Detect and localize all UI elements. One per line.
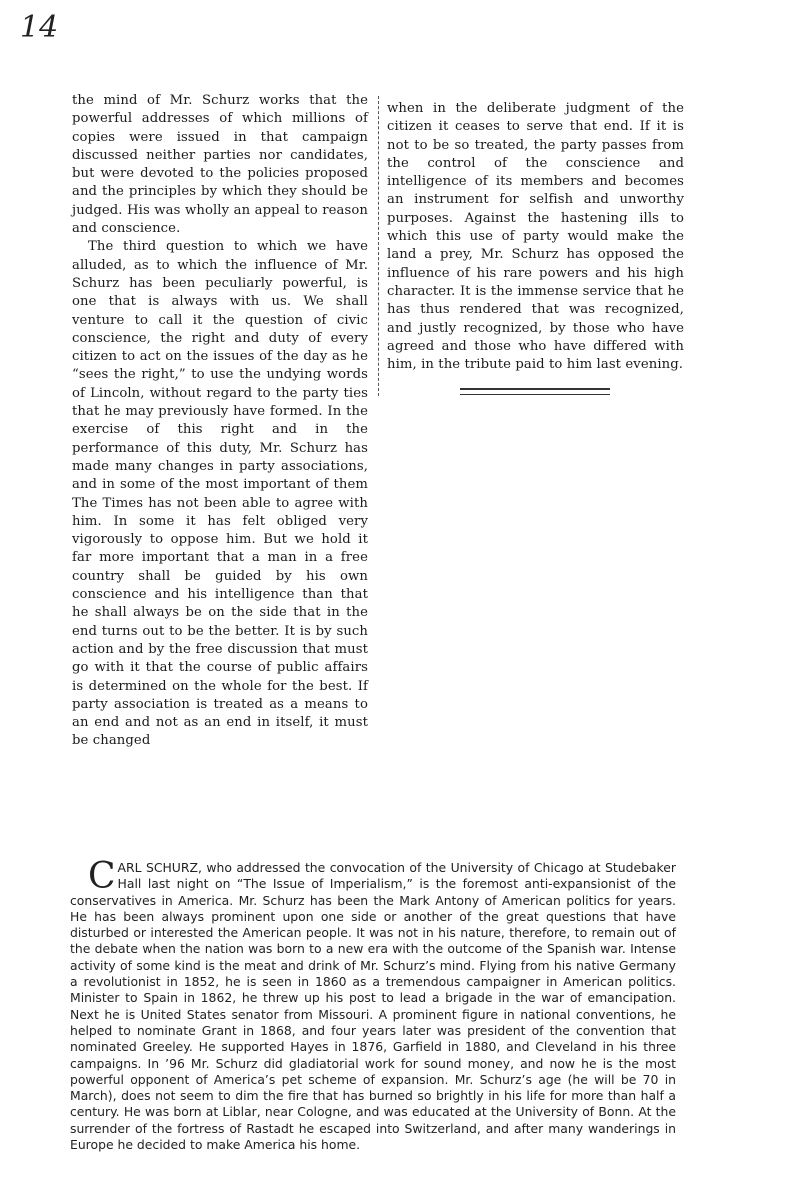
article-end-rule xyxy=(460,388,610,395)
clipping-body: , who addressed the convocation of the University of Chicago at Studebaker Hall last night on “The Issue of Imperialism,” is the foremost anti-expansionist of the conservatives in America. Mr. Schurz has been the Mark Antony of American politics for years. He has been always prominent upon one side or another of the great questions that have disturbed or interested the American people. It was not in his nature, therefore, to remain out of the debate when the nation was born to a new era with the outcome of the Spanish war. Intense activity of some kind is the meat and drink of Mr. Schurz’s mind. Flying from his native Germany a revolutionist in 1852, he is seen in 1860 as a tremendous campaigner in American politics. Minister to Spain in 1862, he threw up his post to lead a brigade in the war of emancipation. Next he is United States senator from Missouri. A prominent figure in national conventions, he helped to nominate Grant in 1868, and four years later was president of the convention that nominated Greeley. He supported Hayes in 1876, Garfield in 1880, and Cleveland in his three campaigns. In ’96 Mr. Schurz did gladiatorial work for sound money, and now he is the most powerful opponent of America’s pet scheme of expansion. Mr. Schurz’s age (he will be 70 in March), does not seem to dim the fire that has burned so brightly in his life for more than half a century. He was born at Liblar, near Cologne, and was educated at the University of Bonn. At the surrender of the fortress of Rastadt he escaped into Switzerland, and after many wanderings in Europe he decided to make America his home. xyxy=(70,860,676,1153)
clipping-lead: ARL SCHURZ xyxy=(117,860,198,875)
editorial-paragraph: the mind of Mr. Schurz works that the powerful addresses of which millions of copies were issued in that campaign discussed neither parties nor candidates, but were devoted to the policies proposed and the principles by which they should be judged. His was wholly an appeal to reason and conscience. xyxy=(72,93,368,237)
editorial-left-column xyxy=(72,92,368,751)
editorial-right-column xyxy=(387,100,684,374)
drop-cap: C xyxy=(88,856,116,897)
editorial-paragraph: The third question to which we have alluded, as to which the influence of Mr. Schurz has been peculiarly powerful, is one that is always with us. We shall venture to call it the question of civic conscience, the right and duty of every citizen to act on the issues of the day as he “sees the right,” to use the undying words of Lincoln, without regard to the party ties that he may previously have formed. In the exercise of this right and in the performance of this duty, Mr. Schurz has made many changes in party associations, and in some of the most important of them The Times has not been able to agree with him. In some it has felt obliged very vigorously to oppose him. But we hold it far more important that a man in a free country shall be guided by his own conscience and his intelligence than that he shall always be on the side that in the end turns out to be the better. It is by such action and by the free discussion that must go with it that the course of public affairs is determined on the whole for the best. If party association is treated as a means to an end and not as an end in itself, it must be changed xyxy=(72,239,368,749)
column-divider xyxy=(378,96,380,396)
newspaper-clipping xyxy=(70,856,676,1153)
page-number: 14 xyxy=(20,10,59,45)
editorial-paragraph: when in the deliberate judgment of the citizen it ceases to serve that end. If it is not to be so treated, the party passes from the control of the conscience and intelligence of its members and becomes an instrument for selfish and unworthy purposes. Against the hastening ills to which this use of party would make the land a prey, Mr. Schurz has opposed the influence of his rare powers and his high character. It is the immense service that he has thus rendered that was recognized, and justly recognized, by those who have agreed and those who have differed with him, in the tribute paid to him last evening. xyxy=(387,101,684,373)
